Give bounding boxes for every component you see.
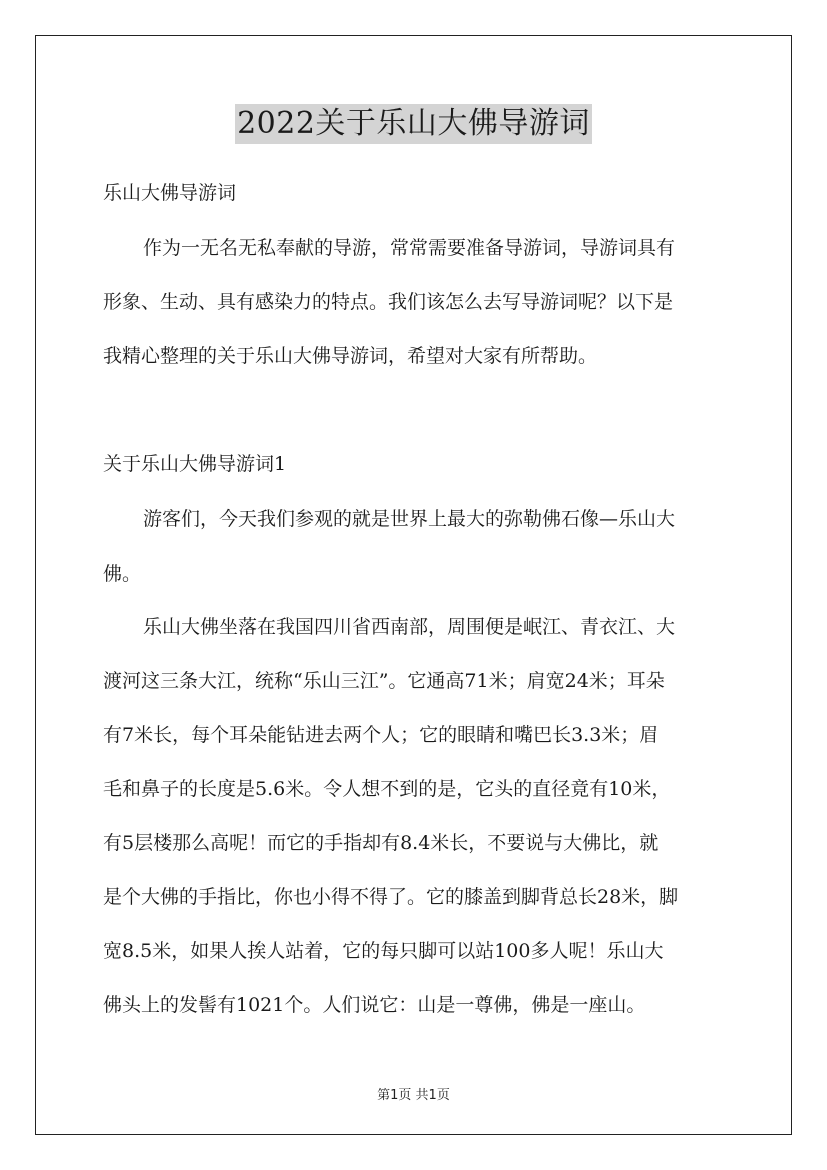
paragraph-line: 有7米长，每个耳朵能钻进去两个人；它的眼睛和嘴巴长3.3米；眉 — [103, 724, 659, 746]
paragraph-line: 游客们，今天我们参观的就是世界上最大的弥勒佛石像—乐山大 — [143, 508, 676, 530]
intro-line: 我精心整理的关于乐山大佛导游词，希望对大家有所帮助。 — [103, 345, 598, 367]
intro-line: 作为一无名无私奉献的导游，常常需要准备导游词，导游词具有 — [143, 237, 676, 259]
paragraph-line: 是个大佛的手指比，你也小得不得了。它的膝盖到脚背总长28米，脚 — [103, 886, 679, 908]
title-container — [0, 104, 827, 144]
paragraph-line: 佛。 — [103, 563, 142, 585]
intro-line: 形象、生动、具有感染力的特点。我们该怎么去写导游词呢？以下是 — [103, 291, 674, 313]
paragraph-line: 毛和鼻子的长度是5.6米。令人想不到的是，它头的直径竟有10米， — [103, 778, 671, 800]
paragraph-line: 渡河这三条大江，统称“乐山三江”。它通高71米；肩宽24米；耳朵 — [103, 670, 665, 692]
paragraph-line: 佛头上的发髻有1021个。人们说它：山是一尊佛，佛是一座山。 — [103, 994, 646, 1016]
page-footer: 第1页 共1页 — [377, 1088, 450, 1103]
section-heading: 关于乐山大佛导游词1 — [103, 453, 287, 475]
paragraph-line: 有5层楼那么高呢！而它的手指却有8.4米长，不要说与大佛比，就 — [103, 832, 659, 854]
paragraph-line: 乐山大佛坐落在我国四川省西南部，周围便是岷江、青衣江、大 — [143, 616, 676, 638]
document-title: 2022关于乐山大佛导游词 — [235, 104, 592, 144]
paragraph-line: 宽8.5米，如果人挨人站着，它的每只脚可以站100多人呢！乐山大 — [103, 940, 664, 962]
intro-heading: 乐山大佛导游词 — [103, 182, 237, 204]
